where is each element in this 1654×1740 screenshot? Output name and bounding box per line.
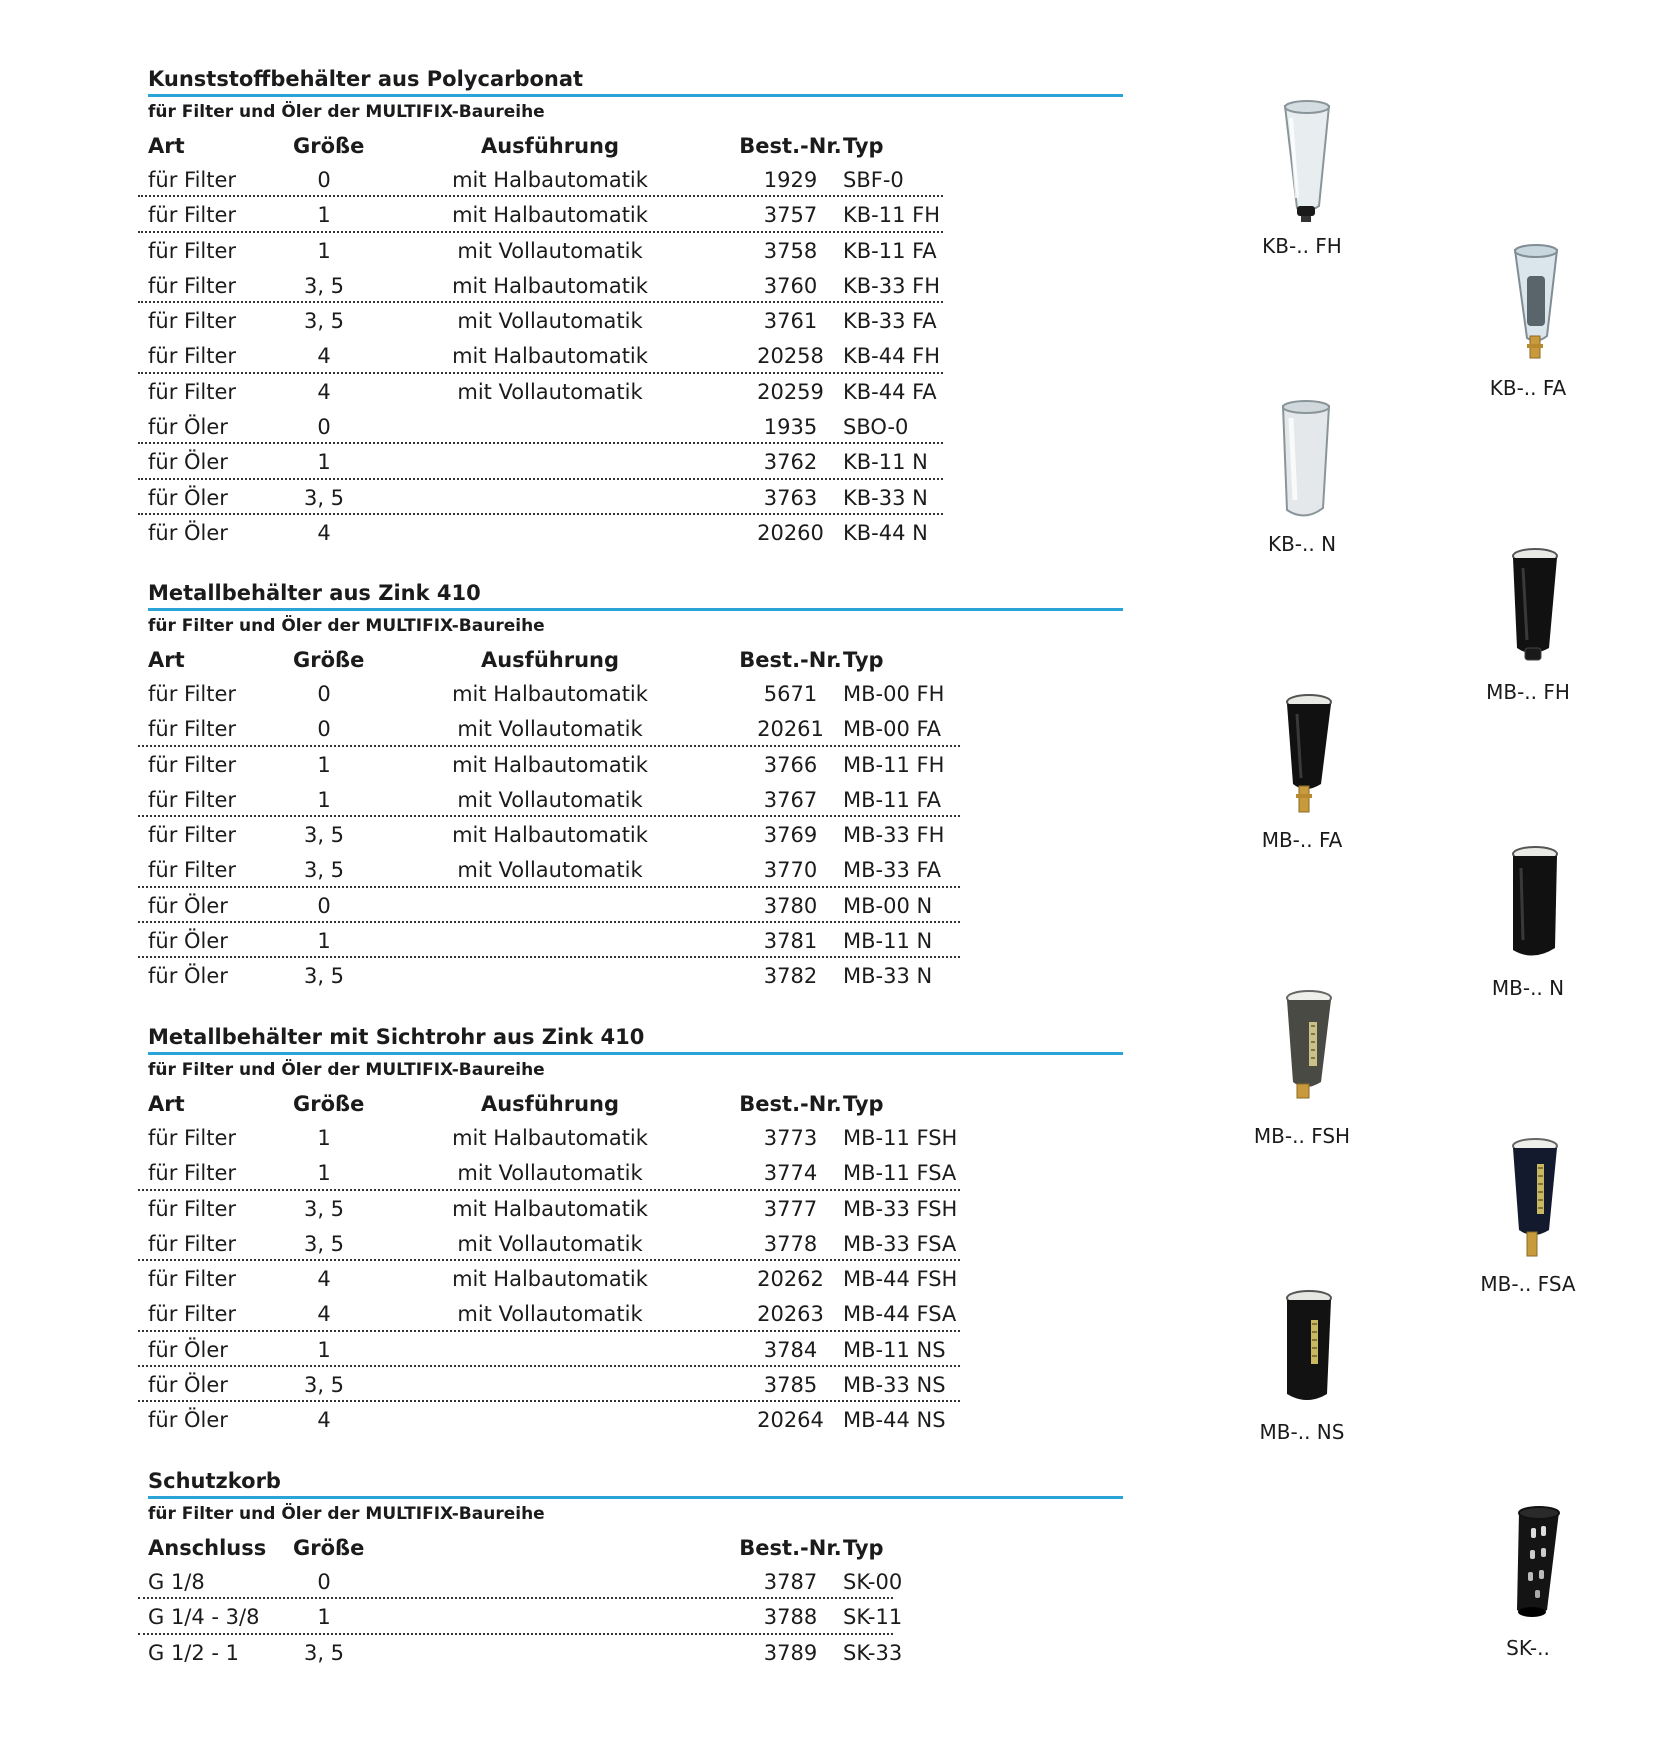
- product-label: MB-.. FA: [1261, 828, 1343, 852]
- cell-best-nr: 20264: [757, 1408, 824, 1433]
- cell-art: für Filter: [148, 787, 237, 812]
- header-best-nr: Best.-Nr.: [739, 648, 842, 672]
- cell-typ: KB-33 FH: [843, 273, 941, 298]
- table-row: [148, 1636, 1123, 1671]
- product-label: KB-.. N: [1267, 532, 1337, 556]
- table-row: [148, 269, 1123, 304]
- cell-art: für Öler: [148, 485, 228, 510]
- section-title: Metallbehälter aus Zink 410: [148, 581, 481, 605]
- product-mb-fh: [1448, 544, 1608, 704]
- cell-best-nr: 20261: [757, 717, 824, 742]
- cell-art: für Filter: [148, 1231, 237, 1256]
- cell-groesse: 0: [317, 415, 331, 440]
- cell-typ: MB-11 FH: [843, 752, 945, 777]
- table-row: [148, 677, 1123, 712]
- cell-best-nr: 3785: [763, 1373, 818, 1398]
- cell-ausfuehrung: mit Vollautomatik: [457, 1302, 643, 1327]
- header-art: Art: [148, 648, 185, 672]
- cell-art: für Filter: [148, 858, 237, 883]
- cell-groesse: 4: [317, 1267, 331, 1292]
- cell-ausfuehrung: mit Halbautomatik: [452, 1196, 648, 1221]
- cell-best-nr: 3782: [763, 964, 818, 989]
- cell-typ: MB-00 N: [843, 893, 933, 918]
- cell-ausfuehrung: mit Halbautomatik: [452, 682, 648, 706]
- product-table: [148, 1531, 1123, 1671]
- product-label: MB-.. FSA: [1480, 1272, 1576, 1296]
- section-schutzkorb: [148, 1466, 1123, 1671]
- product-mb-fsa: [1448, 1136, 1608, 1296]
- cell-art: für Öler: [148, 1373, 228, 1398]
- header-art: Art: [148, 1092, 185, 1116]
- cell-ausfuehrung: mit Vollautomatik: [457, 379, 643, 404]
- cell-art: für Filter: [148, 309, 237, 334]
- cell-art: für Filter: [148, 717, 237, 742]
- header-ausfuehrung: Ausführung: [480, 648, 620, 672]
- product-label: KB-.. FH: [1262, 234, 1342, 258]
- table-row: [148, 1227, 1123, 1262]
- cell-groesse: 4: [317, 1408, 331, 1433]
- cell-art: für Filter: [148, 238, 237, 263]
- black-bowl-icon: [1483, 840, 1573, 968]
- cell-best-nr: 3762: [763, 450, 818, 475]
- table-header: [148, 643, 1123, 677]
- cell-ausfuehrung: mit Halbautomatik: [452, 823, 648, 848]
- cell-groesse: 3, 5: [303, 1196, 345, 1221]
- product-table: [148, 129, 1123, 551]
- cell-typ: SK-00: [843, 1570, 903, 1594]
- section-title: Kunststoffbehälter aus Polycarbonat: [148, 67, 584, 91]
- cell-typ: MB-00 FA: [843, 717, 942, 742]
- cell-art: G 1/2 - 1: [148, 1640, 240, 1665]
- cell-art: für Filter: [148, 168, 237, 192]
- gray-sight-bowl-icon: [1257, 988, 1347, 1116]
- cell-best-nr: 3784: [763, 1337, 818, 1362]
- cell-groesse: 3, 5: [303, 485, 345, 510]
- clear-bowl-icon: [1257, 396, 1347, 524]
- product-label: MB-.. N: [1491, 976, 1565, 1000]
- cell-groesse: 1: [317, 1161, 331, 1186]
- cell-ausfuehrung: mit Halbautomatik: [452, 1126, 648, 1150]
- cell-groesse: 1: [317, 450, 331, 475]
- table-row: [148, 1297, 1123, 1332]
- header-groesse: Größe: [293, 134, 365, 158]
- protection-basket-icon: [1483, 1500, 1573, 1628]
- product-label: SK-..: [1506, 1636, 1550, 1660]
- cell-typ: MB-11 NS: [843, 1337, 946, 1362]
- table-row: [148, 163, 1123, 198]
- cell-best-nr: 3757: [763, 203, 818, 228]
- cell-groesse: 3, 5: [303, 309, 345, 334]
- cell-groesse: 4: [317, 344, 331, 369]
- black-sight-bowl-icon: [1257, 1284, 1347, 1412]
- cell-groesse: 3, 5: [303, 823, 345, 848]
- table-row: [148, 516, 1123, 551]
- cell-typ: SBO-0: [843, 415, 909, 440]
- cell-ausfuehrung: mit Vollautomatik: [457, 309, 643, 334]
- cell-art: für Filter: [148, 1302, 237, 1327]
- cell-art: für Öler: [148, 964, 228, 989]
- table-row: [148, 1192, 1123, 1227]
- cell-groesse: 3, 5: [303, 1373, 345, 1398]
- header-typ: Typ: [843, 1536, 884, 1560]
- product-kb-fa: [1448, 240, 1608, 400]
- product-table: [148, 643, 1123, 995]
- cell-ausfuehrung: mit Halbautomatik: [452, 752, 648, 777]
- cell-ausfuehrung: mit Vollautomatik: [457, 1161, 643, 1186]
- cell-groesse: 0: [317, 1570, 331, 1594]
- product-mb-fsh: [1222, 988, 1382, 1148]
- table-row: [148, 234, 1123, 269]
- cell-groesse: 3, 5: [303, 273, 345, 298]
- table-row: [148, 1333, 1123, 1368]
- cell-typ: MB-33 FH: [843, 823, 945, 848]
- table-row: [148, 1600, 1123, 1635]
- cell-art: für Filter: [148, 752, 237, 777]
- black-bowl-brass-drain-icon: [1257, 692, 1347, 820]
- cell-best-nr: 3788: [763, 1605, 818, 1630]
- cell-typ: SBF-0: [843, 168, 904, 192]
- cell-groesse: 3, 5: [303, 858, 345, 883]
- table-row: [148, 853, 1123, 888]
- table-row: [148, 712, 1123, 747]
- cell-best-nr: 3766: [763, 752, 818, 777]
- cell-best-nr: 3770: [763, 858, 818, 883]
- section-subtitle: für Filter und Öler der MULTIFIX-Baureihe: [148, 1504, 545, 1524]
- cell-art: für Öler: [148, 450, 228, 475]
- cell-best-nr: 3789: [763, 1640, 818, 1665]
- black-bowl-knob-icon: [1483, 544, 1573, 672]
- cell-typ: MB-33 NS: [843, 1373, 946, 1398]
- product-label: MB-.. NS: [1259, 1420, 1345, 1444]
- cell-best-nr: 3760: [763, 273, 818, 298]
- cell-groesse: 1: [317, 929, 331, 954]
- product-kb-n: [1222, 396, 1382, 556]
- section-zink: [148, 578, 1123, 995]
- table-row: [148, 748, 1123, 783]
- clear-bowl-brass-drain-icon: [1483, 240, 1573, 368]
- cell-typ: MB-44 FSA: [843, 1302, 957, 1327]
- table-row: [148, 959, 1123, 994]
- header-art: Art: [148, 134, 185, 158]
- cell-art: für Filter: [148, 823, 237, 848]
- cell-groesse: 1: [317, 1605, 331, 1630]
- cell-best-nr: 3758: [763, 238, 818, 263]
- cell-typ: KB-11 FA: [843, 238, 937, 263]
- cell-typ: KB-44 FH: [843, 344, 941, 369]
- product-mb-ns: [1222, 1284, 1382, 1444]
- cell-groesse: 0: [317, 682, 331, 706]
- product-kb-fh: [1222, 98, 1382, 258]
- cell-ausfuehrung: mit Halbautomatik: [452, 1267, 648, 1292]
- cell-groesse: 1: [317, 1126, 331, 1150]
- section-subtitle: für Filter und Öler der MULTIFIX-Baureihe: [148, 616, 545, 636]
- cell-ausfuehrung: mit Vollautomatik: [457, 238, 643, 263]
- table-row: [148, 1565, 1123, 1600]
- table-row: [148, 445, 1123, 480]
- cell-best-nr: 5671: [763, 682, 818, 706]
- cell-ausfuehrung: mit Halbautomatik: [452, 273, 648, 298]
- product-label: KB-.. FA: [1489, 376, 1567, 400]
- table-row: [148, 304, 1123, 339]
- cell-typ: MB-44 FSH: [843, 1267, 958, 1292]
- product-mb-fa: [1222, 692, 1382, 852]
- cell-art: für Öler: [148, 893, 228, 918]
- header-best-nr: Best.-Nr.: [739, 1536, 842, 1560]
- blue-sight-bowl-icon: [1483, 1136, 1573, 1264]
- cell-best-nr: 1935: [763, 415, 818, 440]
- cell-best-nr: 3780: [763, 893, 818, 918]
- cell-groesse: 1: [317, 238, 331, 263]
- cell-art: G 1/4 - 3/8: [148, 1605, 260, 1630]
- cell-art: für Öler: [148, 929, 228, 954]
- cell-groesse: 1: [317, 203, 331, 228]
- cell-art: für Filter: [148, 379, 237, 404]
- header-best-nr: Best.-Nr.: [739, 1092, 842, 1116]
- table-row: [148, 783, 1123, 818]
- header-groesse: Größe: [293, 1092, 365, 1116]
- cell-groesse: 1: [317, 787, 331, 812]
- cell-art: für Filter: [148, 1267, 237, 1292]
- cell-groesse: 3, 5: [303, 1640, 345, 1665]
- cell-groesse: 1: [317, 1337, 331, 1362]
- cell-best-nr: 20262: [757, 1267, 824, 1292]
- cell-groesse: 3, 5: [303, 964, 345, 989]
- cell-ausfuehrung: mit Halbautomatik: [452, 203, 648, 228]
- cell-groesse: 1: [317, 752, 331, 777]
- header-groesse: Größe: [293, 1536, 365, 1560]
- cell-typ: KB-33 FA: [843, 309, 937, 334]
- cell-art: für Öler: [148, 520, 228, 545]
- cell-typ: MB-11 FSH: [843, 1126, 958, 1150]
- clear-bowl-knob-icon: [1257, 98, 1347, 226]
- cell-groesse: 4: [317, 379, 331, 404]
- cell-art: für Filter: [148, 682, 237, 706]
- cell-typ: MB-11 FSA: [843, 1161, 957, 1186]
- header-typ: Typ: [843, 1092, 884, 1116]
- cell-typ: KB-44 FA: [843, 379, 937, 404]
- cell-art: G 1/8: [148, 1570, 205, 1594]
- cell-typ: KB-44 N: [843, 520, 928, 545]
- table-row: [148, 818, 1123, 853]
- cell-best-nr: 20260: [757, 520, 824, 545]
- section-title: Metallbehälter mit Sichtrohr aus Zink 410: [148, 1025, 645, 1049]
- cell-best-nr: 3774: [763, 1161, 818, 1186]
- table-row: [148, 1156, 1123, 1191]
- table-header: [148, 1087, 1123, 1121]
- table-row: [148, 1262, 1123, 1297]
- cell-typ: KB-11 FH: [843, 203, 941, 228]
- cell-groesse: 0: [317, 893, 331, 918]
- cell-typ: MB-33 FSH: [843, 1196, 958, 1221]
- cell-groesse: 0: [317, 717, 331, 742]
- cell-art: für Filter: [148, 273, 237, 298]
- cell-art: für Öler: [148, 415, 228, 440]
- table-row: [148, 339, 1123, 374]
- cell-best-nr: 20263: [757, 1302, 824, 1327]
- header-typ: Typ: [843, 648, 884, 672]
- section-polycarbonat: [148, 64, 1123, 551]
- table-row: [148, 1403, 1123, 1438]
- cell-best-nr: 20258: [757, 344, 824, 369]
- cell-best-nr: 3778: [763, 1231, 818, 1256]
- cell-ausfuehrung: mit Halbautomatik: [452, 168, 648, 192]
- cell-best-nr: 3767: [763, 787, 818, 812]
- cell-art: für Öler: [148, 1337, 228, 1362]
- section-subtitle: für Filter und Öler der MULTIFIX-Baureihe: [148, 1060, 545, 1080]
- cell-ausfuehrung: mit Halbautomatik: [452, 344, 648, 369]
- cell-typ: SK-11: [843, 1605, 903, 1630]
- cell-groesse: 4: [317, 1302, 331, 1327]
- cell-best-nr: 3763: [763, 485, 818, 510]
- cell-typ: MB-33 N: [843, 964, 933, 989]
- cell-ausfuehrung: mit Vollautomatik: [457, 717, 643, 742]
- cell-best-nr: 3787: [763, 1570, 818, 1594]
- table-row: [148, 198, 1123, 233]
- table-row: [148, 375, 1123, 410]
- product-mb-n: [1448, 840, 1608, 1000]
- cell-art: für Filter: [148, 1161, 237, 1186]
- cell-groesse: 0: [317, 168, 331, 192]
- product-label: MB-.. FH: [1486, 680, 1570, 704]
- cell-typ: KB-11 N: [843, 450, 928, 475]
- cell-best-nr: 1929: [763, 168, 818, 192]
- cell-typ: MB-00 FH: [843, 682, 945, 706]
- cell-typ: MB-11 FA: [843, 787, 942, 812]
- cell-typ: KB-33 N: [843, 485, 928, 510]
- cell-ausfuehrung: mit Vollautomatik: [457, 1231, 643, 1256]
- header-ausfuehrung: Ausführung: [480, 1092, 620, 1116]
- cell-best-nr: 3769: [763, 823, 818, 848]
- table-row: [148, 924, 1123, 959]
- product-table: [148, 1087, 1123, 1439]
- cell-typ: SK-33: [843, 1640, 903, 1665]
- cell-typ: MB-11 N: [843, 929, 933, 954]
- cell-best-nr: 3781: [763, 929, 818, 954]
- cell-best-nr: 3773: [763, 1126, 818, 1150]
- header-art: Anschluss: [148, 1536, 267, 1560]
- product-sk: [1448, 1500, 1608, 1660]
- section-title: Schutzkorb: [148, 1469, 281, 1493]
- header-groesse: Größe: [293, 648, 365, 672]
- cell-typ: MB-44 NS: [843, 1408, 946, 1433]
- table-header: [148, 129, 1123, 163]
- cell-art: für Filter: [148, 1196, 237, 1221]
- product-label: MB-.. FSH: [1253, 1124, 1351, 1148]
- table-row: [148, 410, 1123, 445]
- cell-best-nr: 3761: [763, 309, 818, 334]
- cell-typ: MB-33 FSA: [843, 1231, 957, 1256]
- table-row: [148, 1368, 1123, 1403]
- header-typ: Typ: [843, 134, 884, 158]
- cell-art: für Filter: [148, 344, 237, 369]
- section-subtitle: für Filter und Öler der MULTIFIX-Baureihe: [148, 102, 545, 122]
- table-row: [148, 889, 1123, 924]
- cell-ausfuehrung: mit Vollautomatik: [457, 858, 643, 883]
- cell-groesse: 4: [317, 520, 331, 545]
- header-ausfuehrung: Ausführung: [480, 134, 620, 158]
- table-row: [148, 1121, 1123, 1156]
- cell-art: für Filter: [148, 1126, 237, 1150]
- cell-typ: MB-33 FA: [843, 858, 942, 883]
- section-sichtrohr: [148, 1022, 1123, 1439]
- cell-art: für Öler: [148, 1408, 228, 1433]
- cell-groesse: 3, 5: [303, 1231, 345, 1256]
- cell-best-nr: 20259: [757, 379, 824, 404]
- table-row: [148, 481, 1123, 516]
- header-best-nr: Best.-Nr.: [739, 134, 842, 158]
- table-header: [148, 1531, 1123, 1565]
- cell-ausfuehrung: mit Vollautomatik: [457, 787, 643, 812]
- cell-best-nr: 3777: [763, 1196, 818, 1221]
- cell-art: für Filter: [148, 203, 237, 228]
